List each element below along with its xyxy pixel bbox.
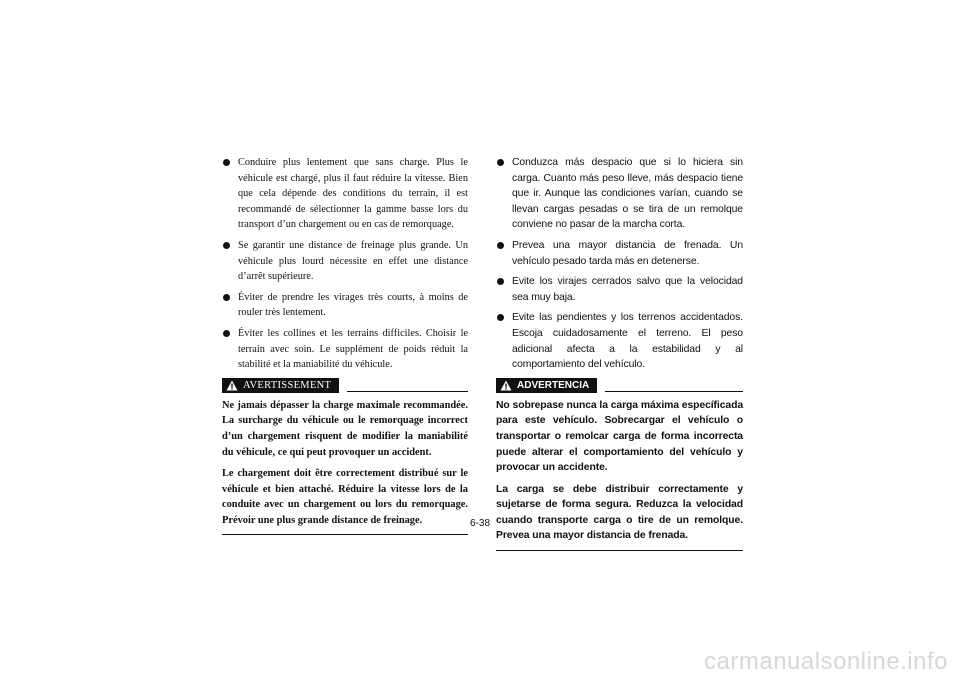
bullet-dot-icon [497,242,504,249]
french-column [222,155,468,535]
french-warning-label: AVERTISSEMENT [243,379,332,391]
bullet-text: Conduire plus lentement que sans charge. Plus le véhicule est chargé, plus il faut réduire la vitesse. Bien que cela dépende des conditions du terrain, il est recommandé de sélectionner la gamme basse lors du transport d’un chargement ou en cas de remorquage. [238,157,468,231]
bullet-text: Se garantir une distance de freinage plus grande. Un véhicule plus lourd nécessite en effet une distance d’arrêt supérieure. [238,239,468,283]
warning-triangle-icon [226,380,238,391]
list-item [222,326,468,373]
spanish-column [496,155,743,551]
spanish-warning-badge [496,378,597,393]
bullet-dot-icon [497,278,504,285]
spanish-warning-header [496,378,743,393]
bullet-dot-icon [497,314,504,321]
page-number: 6-38 [469,518,490,529]
bullet-text: Evite las pendientes y los terrenos accidentados. Escoja cuidadosamente el terreno. El peso adicional afecta a la estabilidad y al comportamiento del vehículo. [512,312,743,371]
list-item [222,155,468,233]
bullet-dot-icon [223,242,230,249]
bullet-text: Éviter de prendre les virages très courts, à moins de rouler très lentement. [238,291,468,319]
french-warning-paragraph-1: Ne jamais dépasser la charge maximale recommandée. La surcharge du véhicule ou le remorquage incorrect d’un chargement risquent de modifier la maniabilité du véhicule, ce qui peut provoquer un accident. [222,399,468,458]
list-item [496,310,743,372]
french-warning-paragraph-2: Le chargement doit être correctement distribué sur le véhicule et bien attaché. Réduire la vitesse lors de la conduite avec un chargement ou lors du remorquage. Prévoir une plus grande distance de freinage. [222,468,468,526]
spanish-warning-label: ADVERTENCIA [517,379,590,391]
spanish-warning-rule [605,379,743,392]
french-bullet-list [222,155,468,373]
bullet-text: Prevea una mayor distancia de frenada. Un vehículo pesado tarda más en detenerse. [512,239,743,267]
bullet-text: Conduzca más despacio que si lo hiciera sin carga. Cuanto más peso lleve, más despacio tiene que ir. Aunque las condiciones varían, cuando se llevan cargas pesadas o se tira de un remolque conviene no pasar de la marcha corta. [512,157,743,231]
bullet-text: Éviter les collines et les terrains difficiles. Choisir le terrain avec soin. Le supplément de poids réduit la stabilité et la maniabilité du véhicule. [238,327,468,371]
list-item [222,238,468,285]
french-warning-end-rule [222,534,468,535]
spanish-bullet-list [496,155,743,373]
spanish-warning-paragraph-1: No sobrepase nunca la carga máxima específicada para este vehículo. Sobrecargar el vehículo o transportar o remolcar carga de forma incorrecta puede alterar el comportamiento del vehículo y provocar un accidente. [496,399,743,474]
bullet-text: Evite los virajes cerrados salvo que la velocidad sea muy baja. [512,276,743,303]
list-item [496,155,743,233]
bullet-dot-icon [497,159,504,166]
french-warning-rule [347,379,468,392]
warning-triangle-icon [500,380,512,391]
spanish-warning-end-rule [496,550,743,551]
french-warning-header [222,378,468,393]
watermark: carmanualsonline.info [704,648,948,675]
bullet-dot-icon [223,330,230,337]
list-item [496,238,743,269]
bullet-dot-icon [223,159,230,166]
list-item [496,274,743,305]
spanish-warning-paragraph-2: La carga se debe distribuir correctamente y sujetarse de forma segura. Reduzca la velocidad cuando transporte carga o tire de un remolque. Prevea una mayor distancia de frenada. [496,483,743,542]
list-item [222,290,468,321]
bullet-dot-icon [223,294,230,301]
french-warning-badge [222,378,339,393]
